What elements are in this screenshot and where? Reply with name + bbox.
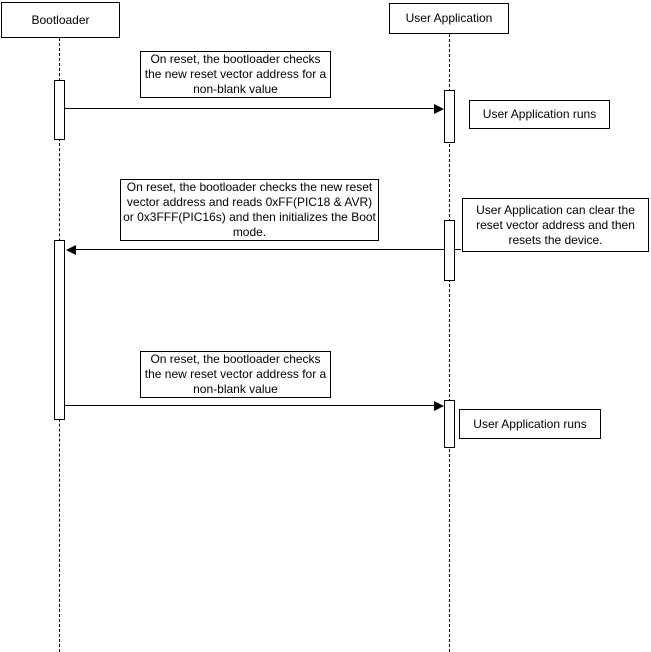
- message-line-clear-reset-vector: [76, 249, 461, 250]
- activation-bar-bootloader-1: [54, 80, 65, 140]
- note-user-app-runs-1: User Application runs: [469, 100, 610, 129]
- note-clear-reset-vector: User Application can clear the reset vector address and then resets the device.: [462, 198, 649, 252]
- activation-bar-bootloader-2: [54, 240, 65, 420]
- note-user-app-runs-2: User Application runs: [459, 409, 601, 439]
- actor-box-bootloader: Bootloader: [1, 2, 120, 38]
- message-line-reset-check-2: [65, 405, 437, 406]
- note-check-reset-vector-1: On reset, the bootloader checks the new reset vector address for a non-blank value: [140, 51, 331, 98]
- activation-bar-userapp-2: [444, 220, 455, 281]
- arrowhead-right-icon: [434, 401, 444, 411]
- note-check-reset-vector-2: On reset, the bootloader checks the new reset vector address for a non-blank value: [140, 351, 331, 398]
- arrowhead-right-icon: [434, 104, 444, 114]
- activation-bar-userapp-3: [444, 400, 455, 448]
- activation-bar-userapp-1: [444, 90, 455, 143]
- arrowhead-left-icon: [66, 245, 76, 255]
- actor-box-user-application: User Application: [389, 3, 509, 34]
- note-check-and-initialize-boot: On reset, the bootloader checks the new reset vector address and reads 0xFF(PIC18 & AVR) or 0x3FFF(PIC16s) and then initializes the Boot mode.: [120, 179, 379, 241]
- message-line-reset-check-1: [65, 108, 437, 109]
